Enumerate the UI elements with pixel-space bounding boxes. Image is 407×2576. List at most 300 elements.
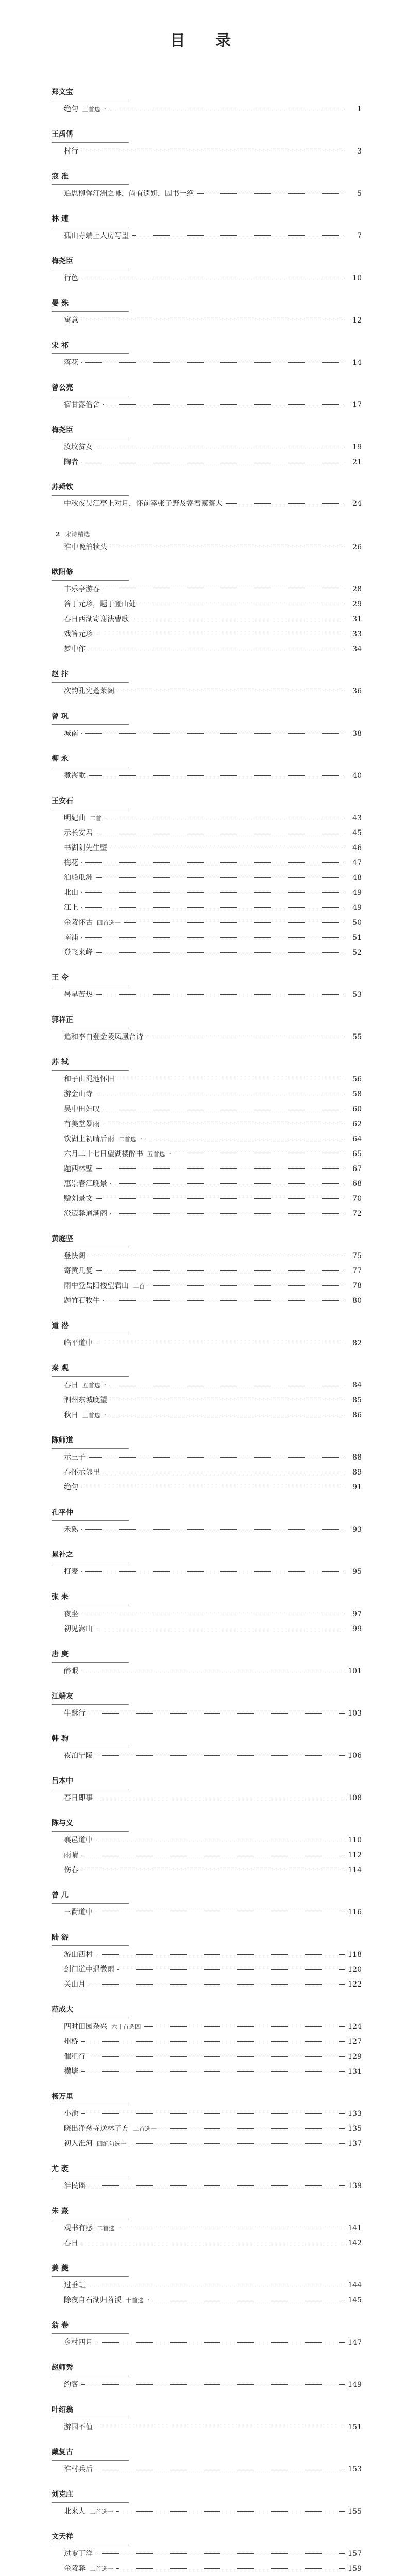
- author-heading: 杨万里: [52, 2091, 129, 2105]
- toc-entry[interactable]: [52, 1524, 362, 1536]
- toc-entry[interactable]: [52, 2138, 362, 2150]
- page-number: 141: [348, 2224, 362, 2232]
- toc-entry[interactable]: [52, 2295, 362, 2307]
- author-heading: 秦 观: [52, 1363, 129, 1377]
- author-heading: 梅尧臣: [52, 256, 129, 269]
- toc-entry[interactable]: [52, 1178, 362, 1190]
- page-number: 53: [352, 991, 362, 999]
- poem-title: 淮民谣: [64, 2182, 86, 2190]
- dot-leader: [117, 1969, 345, 1970]
- toc-entry[interactable]: [52, 541, 362, 553]
- author-heading: 苏 轼: [52, 1057, 129, 1071]
- toc-entry[interactable]: [52, 1148, 362, 1160]
- author-heading: 孔平仲: [52, 1507, 129, 1521]
- poem-title: 题竹石牧牛: [64, 1297, 100, 1305]
- poem-title: 和子由渑池怀旧: [64, 1075, 114, 1083]
- toc-entry[interactable]: [52, 442, 362, 453]
- dot-leader: [81, 2071, 345, 2072]
- poem-title: 北山: [64, 889, 78, 897]
- toc-entry[interactable]: [52, 2337, 362, 2349]
- dot-leader: [81, 2113, 345, 2114]
- toc-entry[interactable]: [52, 1907, 362, 1919]
- poem-title: 过零丁洋: [64, 2550, 93, 2558]
- page-number: 67: [352, 1165, 362, 1173]
- page-number: 91: [352, 1483, 362, 1492]
- toc-entry[interactable]: [52, 1979, 362, 1991]
- dot-leader: [81, 1571, 345, 1572]
- author-heading: 苏舜钦: [52, 482, 129, 496]
- page-number: 112: [348, 1851, 362, 1859]
- toc-entry[interactable]: [52, 1865, 362, 1876]
- poem-title: 游山西村: [64, 1951, 93, 1959]
- poem-title: 煮海歌: [64, 772, 86, 780]
- page-number: 33: [352, 630, 362, 638]
- toc-entry[interactable]: [52, 2563, 362, 2575]
- dot-leader: [96, 1954, 345, 1955]
- toc-entry[interactable]: [52, 1835, 362, 1846]
- poem-title: 禾熟: [64, 1526, 78, 1534]
- poem-title: 陶者: [64, 458, 78, 466]
- poem-title: 秋日: [64, 1411, 78, 1419]
- toc-entry[interactable]: [52, 827, 362, 839]
- toc-entry[interactable]: [52, 1792, 362, 1804]
- author-heading: 陈师道: [52, 1435, 129, 1449]
- toc-entry[interactable]: [52, 842, 362, 854]
- poem-note: 二首: [90, 815, 101, 822]
- poem-note: 四首选一: [97, 919, 121, 926]
- page-title: 目 录: [169, 32, 244, 50]
- page-number: 47: [352, 859, 362, 867]
- toc-entry[interactable]: [52, 629, 362, 640]
- page-number: 153: [348, 2465, 362, 2473]
- dot-leader: [132, 235, 345, 236]
- author-heading: 翁 卷: [52, 2320, 129, 2334]
- page-number: 5: [357, 190, 362, 198]
- toc-entry[interactable]: [52, 1380, 362, 1392]
- dot-leader: [160, 2128, 345, 2129]
- poem-title: 牛酥行: [64, 1709, 86, 1718]
- poem-title: 除夜自石湖归苕溪: [64, 2296, 122, 2304]
- page-number: 48: [352, 874, 362, 882]
- dot-leader: [96, 2553, 345, 2554]
- toc-entry[interactable]: [52, 1708, 362, 1720]
- toc-entry[interactable]: [52, 315, 362, 327]
- poem-title: 泗州东城晚望: [64, 1396, 107, 1404]
- section-label: 宋诗精选: [65, 531, 90, 538]
- page-number: 58: [352, 1090, 362, 1098]
- poem-note: 二首选一: [118, 1136, 142, 1143]
- poem-title: 淮中晚泊犊头: [64, 543, 107, 551]
- toc-entry[interactable]: [52, 2548, 362, 2560]
- poem-title: 三衢道中: [64, 1908, 93, 1917]
- dot-leader: [110, 1183, 345, 1184]
- page-number: 65: [352, 1150, 362, 1158]
- poem-title: 伤春: [64, 1866, 78, 1874]
- page-number: 99: [352, 1625, 362, 1633]
- poem-title: 雨中登岳阳楼望君山: [64, 1282, 129, 1290]
- dot-leader: [81, 1529, 345, 1530]
- toc-entry[interactable]: [52, 1133, 362, 1145]
- poem-title: 次韵孔宪蓬莱阁: [64, 687, 114, 696]
- section-number: 2: [56, 531, 60, 538]
- author-heading: 陆 游: [52, 1932, 129, 1946]
- dot-leader: [144, 2026, 345, 2027]
- page-number: 52: [352, 948, 362, 957]
- toc-entry[interactable]: [52, 456, 362, 468]
- dot-leader: [89, 775, 345, 776]
- dot-leader: [226, 503, 345, 504]
- toc-entry[interactable]: [52, 812, 362, 824]
- page-number: 122: [348, 1980, 362, 1989]
- page-number: 106: [348, 1752, 362, 1760]
- poem-title: 饮湖上初晴后雨: [64, 1135, 114, 1143]
- poem-title: 示三子: [64, 1453, 86, 1462]
- page-number: 124: [348, 2023, 362, 2031]
- page-number: 157: [348, 2550, 362, 2558]
- poem-title: 初见嵩山: [64, 1625, 93, 1633]
- toc-entry[interactable]: [52, 2238, 362, 2249]
- page-number: 56: [352, 1075, 362, 1083]
- toc-entry[interactable]: [52, 146, 362, 158]
- toc-entry[interactable]: [52, 2021, 362, 2033]
- page-number: 43: [352, 814, 362, 822]
- author-heading: 柳 永: [52, 753, 129, 767]
- poem-title: 剑门道中遇微雨: [64, 1965, 114, 1974]
- toc-entry[interactable]: [52, 1467, 362, 1479]
- toc-entry[interactable]: [52, 2464, 362, 2476]
- toc-entry[interactable]: [52, 902, 362, 914]
- page-number: 72: [352, 1210, 362, 1218]
- poem-title: 春日即事: [64, 1794, 93, 1802]
- dot-leader: [89, 1457, 345, 1458]
- dot-leader: [81, 892, 345, 893]
- poem-note: 三首选一: [82, 1412, 106, 1419]
- poem-title: 汝坟贫女: [64, 443, 93, 451]
- author-heading: 郑文宝: [52, 87, 129, 100]
- toc-entry[interactable]: [52, 2123, 362, 2135]
- poem-note: 二首: [133, 1282, 145, 1290]
- dot-leader: [81, 733, 345, 734]
- poem-note: 二首选一: [97, 2225, 121, 2232]
- poem-title: 春日: [64, 2239, 78, 2247]
- author-heading: 尤 袤: [52, 2163, 129, 2177]
- page-number: 133: [348, 2110, 362, 2118]
- author-heading: 曾公亮: [52, 382, 129, 396]
- poem-title: 关山月: [64, 1980, 86, 1989]
- dot-leader: [81, 2384, 345, 2385]
- author-heading: 戴复古: [52, 2447, 129, 2461]
- poem-title: 落花: [64, 359, 78, 367]
- poem-title: 过垂虹: [64, 2281, 86, 2290]
- page-number: 7: [357, 232, 362, 240]
- poem-title: 梅花: [64, 859, 78, 867]
- toc-entry[interactable]: [52, 1280, 362, 1292]
- toc-entry[interactable]: [52, 1250, 362, 1262]
- toc-entry[interactable]: [52, 1850, 362, 1861]
- toc-entry[interactable]: [52, 2066, 362, 2078]
- poem-title: 登快阁: [64, 1252, 86, 1260]
- toc-entry[interactable]: [52, 357, 362, 369]
- poem-title: 淮村兵后: [64, 2465, 93, 2473]
- toc-entry[interactable]: [52, 614, 362, 625]
- poem-title: 绝句: [64, 1483, 78, 1492]
- author-heading: 吕本中: [52, 1775, 129, 1789]
- page-number: 17: [352, 401, 362, 409]
- author-heading: 王禹偁: [52, 129, 129, 143]
- toc-entry[interactable]: [52, 643, 362, 655]
- toc-entry[interactable]: [52, 273, 362, 284]
- poem-title: 北来人: [64, 2507, 86, 2516]
- page-number: 64: [352, 1135, 362, 1143]
- poem-title: 题西林壁: [64, 1165, 93, 1173]
- poem-title: 暑旱苦热: [64, 991, 93, 999]
- toc-entry[interactable]: [52, 1949, 362, 1961]
- toc-entry[interactable]: [52, 2108, 362, 2120]
- page-number: 12: [352, 316, 362, 325]
- page-number: 110: [348, 1836, 362, 1844]
- page-number: 142: [348, 2239, 362, 2247]
- poem-title: 四时田园杂兴: [64, 2023, 107, 2031]
- toc-list: [52, 87, 362, 2576]
- toc-entry[interactable]: [52, 2506, 362, 2518]
- dot-leader: [96, 1270, 345, 1271]
- page-number: 21: [352, 458, 362, 466]
- author-heading: 黄庭坚: [52, 1233, 129, 1247]
- page-number: 149: [348, 2381, 362, 2389]
- page-number: 62: [352, 1120, 362, 1128]
- toc-entry[interactable]: [52, 857, 362, 869]
- page-number: 85: [352, 1396, 362, 1404]
- page-number: 77: [352, 1267, 362, 1275]
- author-heading: 梅尧臣: [52, 425, 129, 438]
- toc-entry[interactable]: [52, 1608, 362, 1620]
- author-heading: 道 潜: [52, 1320, 129, 1334]
- poem-note: 五首选一: [147, 1150, 171, 1158]
- toc-entry[interactable]: [52, 1482, 362, 1494]
- poem-note: 四绝句选一: [97, 2140, 127, 2147]
- toc-entry[interactable]: [52, 2036, 362, 2048]
- dot-leader: [81, 907, 345, 908]
- toc-entry[interactable]: [52, 1964, 362, 1976]
- toc-entry[interactable]: [52, 887, 362, 899]
- page-number: 26: [352, 543, 362, 551]
- toc-entry[interactable]: [52, 1118, 362, 1130]
- page-number: 101: [348, 1667, 362, 1675]
- author-heading: 江端友: [52, 1691, 129, 1705]
- poem-note: 二首选一: [133, 2125, 157, 2132]
- toc-entry[interactable]: [52, 1452, 362, 1464]
- dot-leader: [89, 1984, 345, 1985]
- author-heading: 曾 几: [52, 1890, 129, 1904]
- poem-title: 绝句: [64, 105, 78, 113]
- page-number: 10: [352, 274, 362, 282]
- toc-entry[interactable]: [52, 932, 362, 944]
- toc-entry[interactable]: [52, 1104, 362, 1115]
- page-number: 147: [348, 2338, 362, 2347]
- author-heading: 陈与义: [52, 1818, 129, 1832]
- author-heading: 王安石: [52, 795, 129, 809]
- dot-leader: [116, 2568, 345, 2569]
- toc-entry[interactable]: [52, 104, 362, 115]
- toc-entry[interactable]: [52, 1337, 362, 1349]
- page-number: 145: [348, 2296, 362, 2304]
- poem-title: 孤山寺端上人房写望: [64, 232, 129, 240]
- dot-leader: [96, 952, 345, 953]
- poem-title: 示长安君: [64, 829, 93, 837]
- page-number: 89: [352, 1468, 362, 1477]
- author-heading: 王 令: [52, 972, 129, 986]
- toc-entry[interactable]: [52, 1265, 362, 1277]
- poem-title: 临平道中: [64, 1339, 93, 1347]
- poem-title: 春怀示邻里: [64, 1468, 100, 1477]
- toc-entry[interactable]: [52, 1666, 362, 1677]
- page-number: 19: [352, 443, 362, 451]
- toc-entry[interactable]: [52, 599, 362, 611]
- toc-entry[interactable]: [52, 2421, 362, 2433]
- poem-title: 约客: [64, 2381, 78, 2389]
- page-number: 60: [352, 1105, 362, 1113]
- author-heading: 林 逋: [52, 213, 129, 227]
- poem-title: 登飞来峰: [64, 948, 93, 957]
- toc-entry[interactable]: [52, 1208, 362, 1220]
- page-number: 97: [352, 1610, 362, 1618]
- poem-note: 十首选一: [126, 2297, 149, 2304]
- page-number: 159: [348, 2565, 362, 2573]
- poem-title: 戏答元珍: [64, 630, 93, 638]
- toc-entry[interactable]: [52, 2051, 362, 2063]
- dot-leader: [89, 2185, 345, 2186]
- toc-entry[interactable]: [52, 1410, 362, 1421]
- page-number: 120: [348, 1965, 362, 1974]
- toc-entry[interactable]: [52, 989, 362, 1001]
- page-number: 68: [352, 1180, 362, 1188]
- page-number: 108: [348, 1794, 362, 1802]
- page-number: 49: [352, 889, 362, 897]
- toc-entry[interactable]: [52, 584, 362, 596]
- poem-title: 初入淮河: [64, 2140, 93, 2148]
- page-number: 28: [352, 585, 362, 594]
- poem-title: 春日: [64, 1381, 78, 1389]
- toc-entry[interactable]: [52, 499, 362, 509]
- page-number: 24: [352, 500, 362, 508]
- poem-title: 打麦: [64, 1568, 78, 1576]
- author-heading: 文天祥: [52, 2531, 129, 2545]
- page-number: 46: [352, 844, 362, 852]
- poem-note: 三首选一: [82, 106, 106, 113]
- toc-entry[interactable]: [52, 2379, 362, 2391]
- author-heading: 晁补之: [52, 1549, 129, 1563]
- page-number: 127: [348, 2038, 362, 2046]
- poem-title: 明妃曲: [64, 814, 86, 822]
- toc-entry[interactable]: [52, 1566, 362, 1578]
- toc-entry[interactable]: [52, 1074, 362, 1086]
- page-number: 103: [348, 1709, 362, 1718]
- page-number: 139: [348, 2182, 362, 2190]
- page-number: 144: [348, 2281, 362, 2290]
- page-number: 31: [352, 615, 362, 623]
- page-number: 135: [348, 2125, 362, 2133]
- toc-entry[interactable]: [52, 188, 362, 200]
- toc-entry[interactable]: [52, 1623, 362, 1635]
- author-heading: 叶绍翁: [52, 2404, 129, 2418]
- author-heading: 韩 驹: [52, 1733, 129, 1747]
- poem-title: 横塘: [64, 2067, 78, 2076]
- dot-leader: [130, 2143, 345, 2144]
- poem-title: 惠崇春江晚景: [64, 1180, 107, 1188]
- author-heading: 赵师秀: [52, 2362, 129, 2376]
- dot-leader: [89, 1713, 345, 1714]
- dot-leader: [96, 2342, 345, 2343]
- toc-entry[interactable]: [52, 1193, 362, 1205]
- author-heading: 张 耒: [52, 1591, 129, 1605]
- toc-entry[interactable]: [52, 1395, 362, 1406]
- toc-entry[interactable]: [52, 1089, 362, 1100]
- poem-title: 吴中田妇叹: [64, 1105, 100, 1113]
- dot-leader: [81, 862, 345, 863]
- author-heading: 晏 殊: [52, 298, 129, 312]
- poem-title: 中秋夜吴江亭上对月，怀前宰张子野及寄君谟蔡大: [64, 500, 223, 508]
- poem-title: 泊船瓜洲: [64, 874, 93, 882]
- toc-entry[interactable]: [52, 230, 362, 242]
- poem-title: 有美堂暴雨: [64, 1120, 100, 1128]
- poem-title: 醉眠: [64, 1667, 78, 1675]
- poem-title: 夜坐: [64, 1610, 78, 1618]
- toc-entry[interactable]: [52, 686, 362, 698]
- poem-title: 小池: [64, 2110, 78, 2118]
- toc-entry[interactable]: [52, 1031, 362, 1043]
- toc-entry[interactable]: [52, 2280, 362, 2292]
- poem-title: 游金山寺: [64, 1090, 93, 1098]
- poem-title: 晓出净慈寺送林子方: [64, 2125, 129, 2133]
- poem-title: 江上: [64, 904, 78, 912]
- dot-leader: [96, 1755, 345, 1756]
- page-number: 78: [352, 1282, 362, 1290]
- toc-entry[interactable]: [52, 728, 362, 740]
- dot-leader: [81, 362, 345, 363]
- page-number: 3: [357, 147, 362, 156]
- toc-entry[interactable]: [52, 2180, 362, 2192]
- dot-leader: [96, 994, 345, 995]
- poem-note: 二首选一: [90, 2508, 113, 2515]
- page-number: 1: [357, 105, 362, 113]
- dot-leader: [116, 2511, 345, 2512]
- poem-title: 澄迈驿通潮阁: [64, 1210, 107, 1218]
- page-number: 38: [352, 730, 362, 738]
- toc-entry[interactable]: [52, 2223, 362, 2234]
- toc-entry[interactable]: [52, 917, 362, 929]
- dot-leader: [110, 1213, 345, 1214]
- toc-entry[interactable]: [52, 1295, 362, 1307]
- poem-title: 城南: [64, 730, 78, 738]
- poem-title: 襄邑道中: [64, 1836, 93, 1844]
- toc-entry[interactable]: [52, 1163, 362, 1175]
- page-number: 82: [352, 1339, 362, 1347]
- toc-entry[interactable]: [52, 947, 362, 959]
- page-number: 129: [348, 2053, 362, 2061]
- page-number: 88: [352, 1453, 362, 1462]
- poem-title: 催租行: [64, 2053, 86, 2061]
- toc-entry[interactable]: [52, 1750, 362, 1762]
- poem-title: 寓意: [64, 316, 78, 325]
- page-number: 40: [352, 772, 362, 780]
- toc-entry[interactable]: [52, 399, 362, 411]
- poem-title: 南浦: [64, 934, 78, 942]
- poem-title: 乡村四月: [64, 2338, 93, 2347]
- toc-entry[interactable]: [52, 770, 362, 782]
- page-number: 70: [352, 1195, 362, 1203]
- page-number: 36: [352, 687, 362, 696]
- toc-entry[interactable]: [52, 872, 362, 884]
